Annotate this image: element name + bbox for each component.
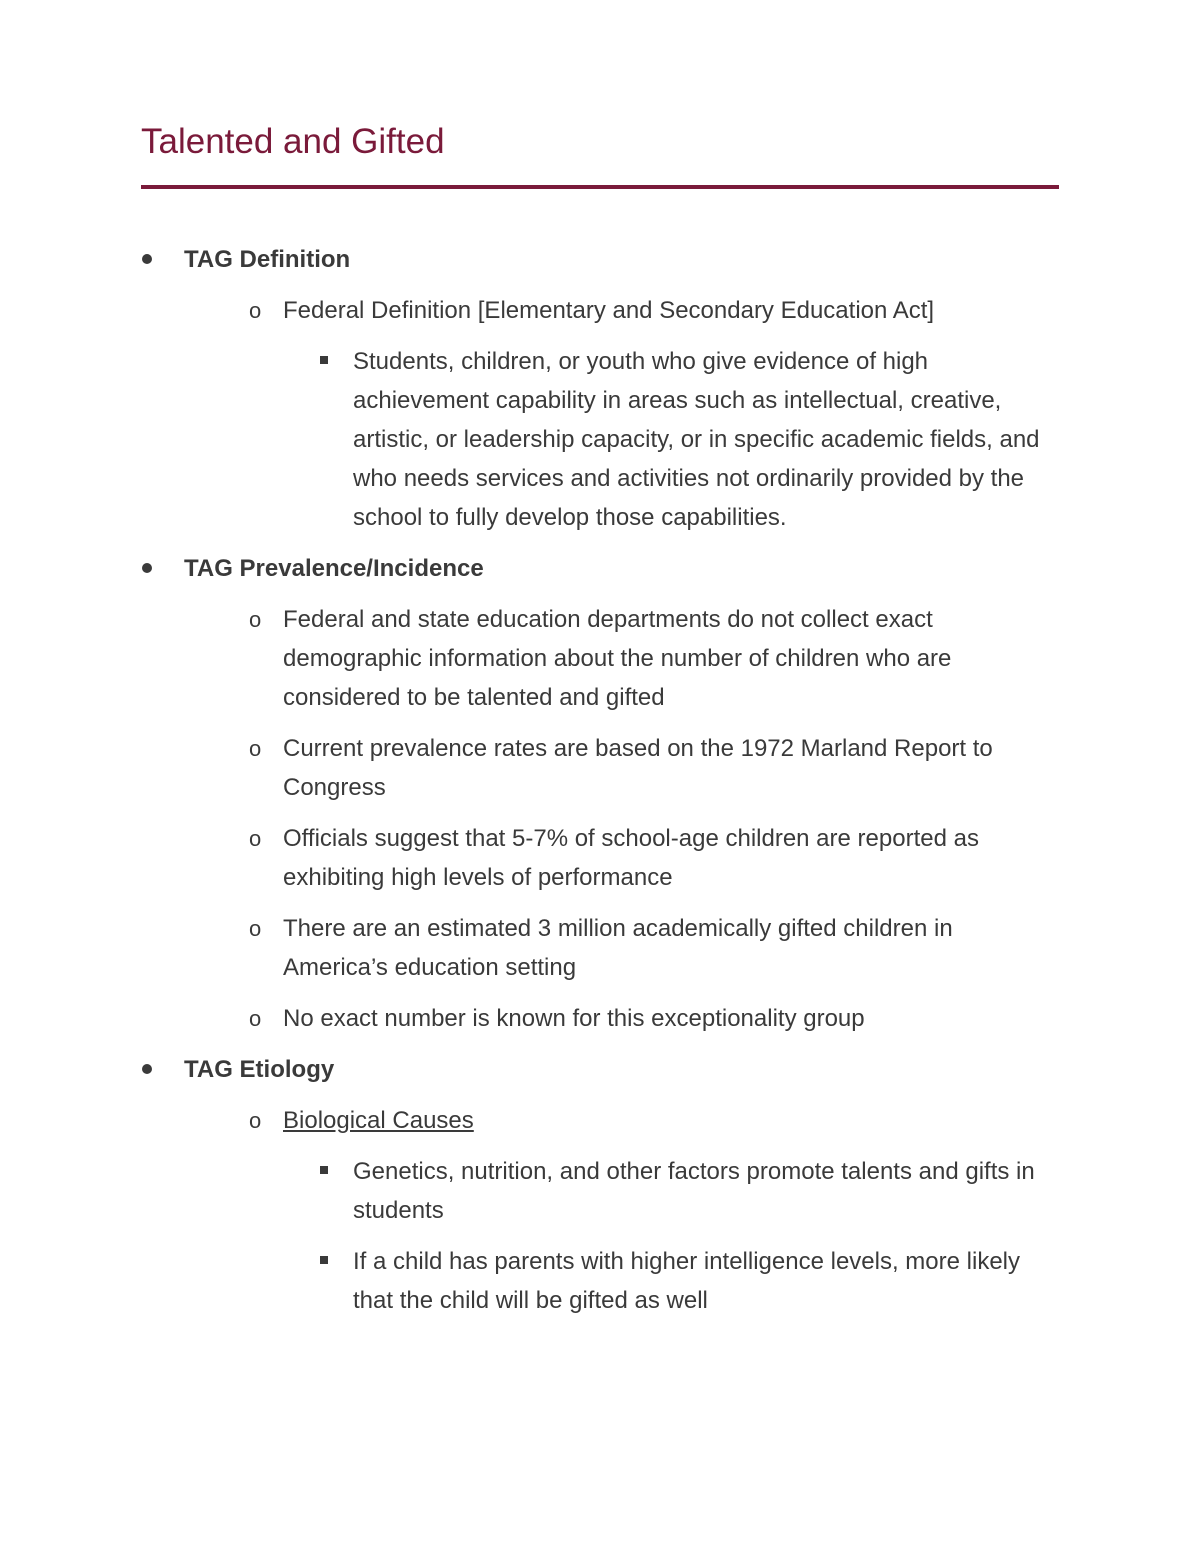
list-item-text: Federal and state education departments do not collect exact demographic information about the number of children who are considered to be talented and gifted [283,606,952,711]
section-heading-definition [0,240,1200,279]
circle-bullet-icon: o [249,826,262,851]
square-bullet-icon [320,1166,328,1174]
circle-bullet-icon: o [249,607,262,632]
list-item [0,1101,1200,1140]
sub-list-item-text: Genetics, nutrition, and other factors promote talents and gifts in students [353,1158,1035,1224]
square-bullet-icon [320,1256,328,1264]
bullet-icon [142,1064,152,1074]
section-heading-text: TAG Etiology [184,1056,335,1083]
list-item-text: There are an estimated 3 million academically gifted children in America’s education setting [283,915,953,981]
list-item [0,729,1200,807]
list-item [0,909,1200,987]
document-title: Talented and Gifted [141,122,445,161]
circle-bullet-icon: o [249,736,262,761]
bullet-icon [142,254,152,264]
sub-list-item [0,1242,1200,1320]
list-item [0,291,1200,330]
document-body [0,240,1200,1332]
title-divider [141,185,1059,189]
sub-list-item [0,1152,1200,1230]
sub-list-item-text: If a child has parents with higher intelligence levels, more likely that the child will be gifted as well [353,1248,1020,1314]
list-item-text: Biological Causes [283,1107,474,1134]
section-heading-text: TAG Prevalence/Incidence [184,555,484,582]
circle-bullet-icon: o [249,298,262,323]
section-heading-text: TAG Definition [184,246,351,273]
sub-list-item [0,342,1200,537]
list-item [0,819,1200,897]
list-item-text: No exact number is known for this exceptionality group [283,1005,865,1032]
sub-list-item-text: Students, children, or youth who give evidence of high achievement capability in areas such as intellectual, creative, artistic, or leadership capacity, or in specific academic fields, and who needs services and activities not ordinarily provided by the school to fully develop those capabilities. [353,348,1040,531]
circle-bullet-icon: o [249,1108,262,1133]
list-item [0,999,1200,1038]
list-item-text: Current prevalence rates are based on the 1972 Marland Report to Congress [283,735,993,801]
circle-bullet-icon: o [249,1006,262,1031]
bullet-icon [142,563,152,573]
section-heading-prevalence [0,549,1200,588]
list-item-text: Officials suggest that 5-7% of school-age children are reported as exhibiting high levels of performance [283,825,979,891]
list-item-text: Federal Definition [Elementary and Secondary Education Act] [283,297,935,324]
section-heading-etiology [0,1050,1200,1089]
circle-bullet-icon: o [249,916,262,941]
list-item [0,600,1200,717]
square-bullet-icon [320,356,328,364]
